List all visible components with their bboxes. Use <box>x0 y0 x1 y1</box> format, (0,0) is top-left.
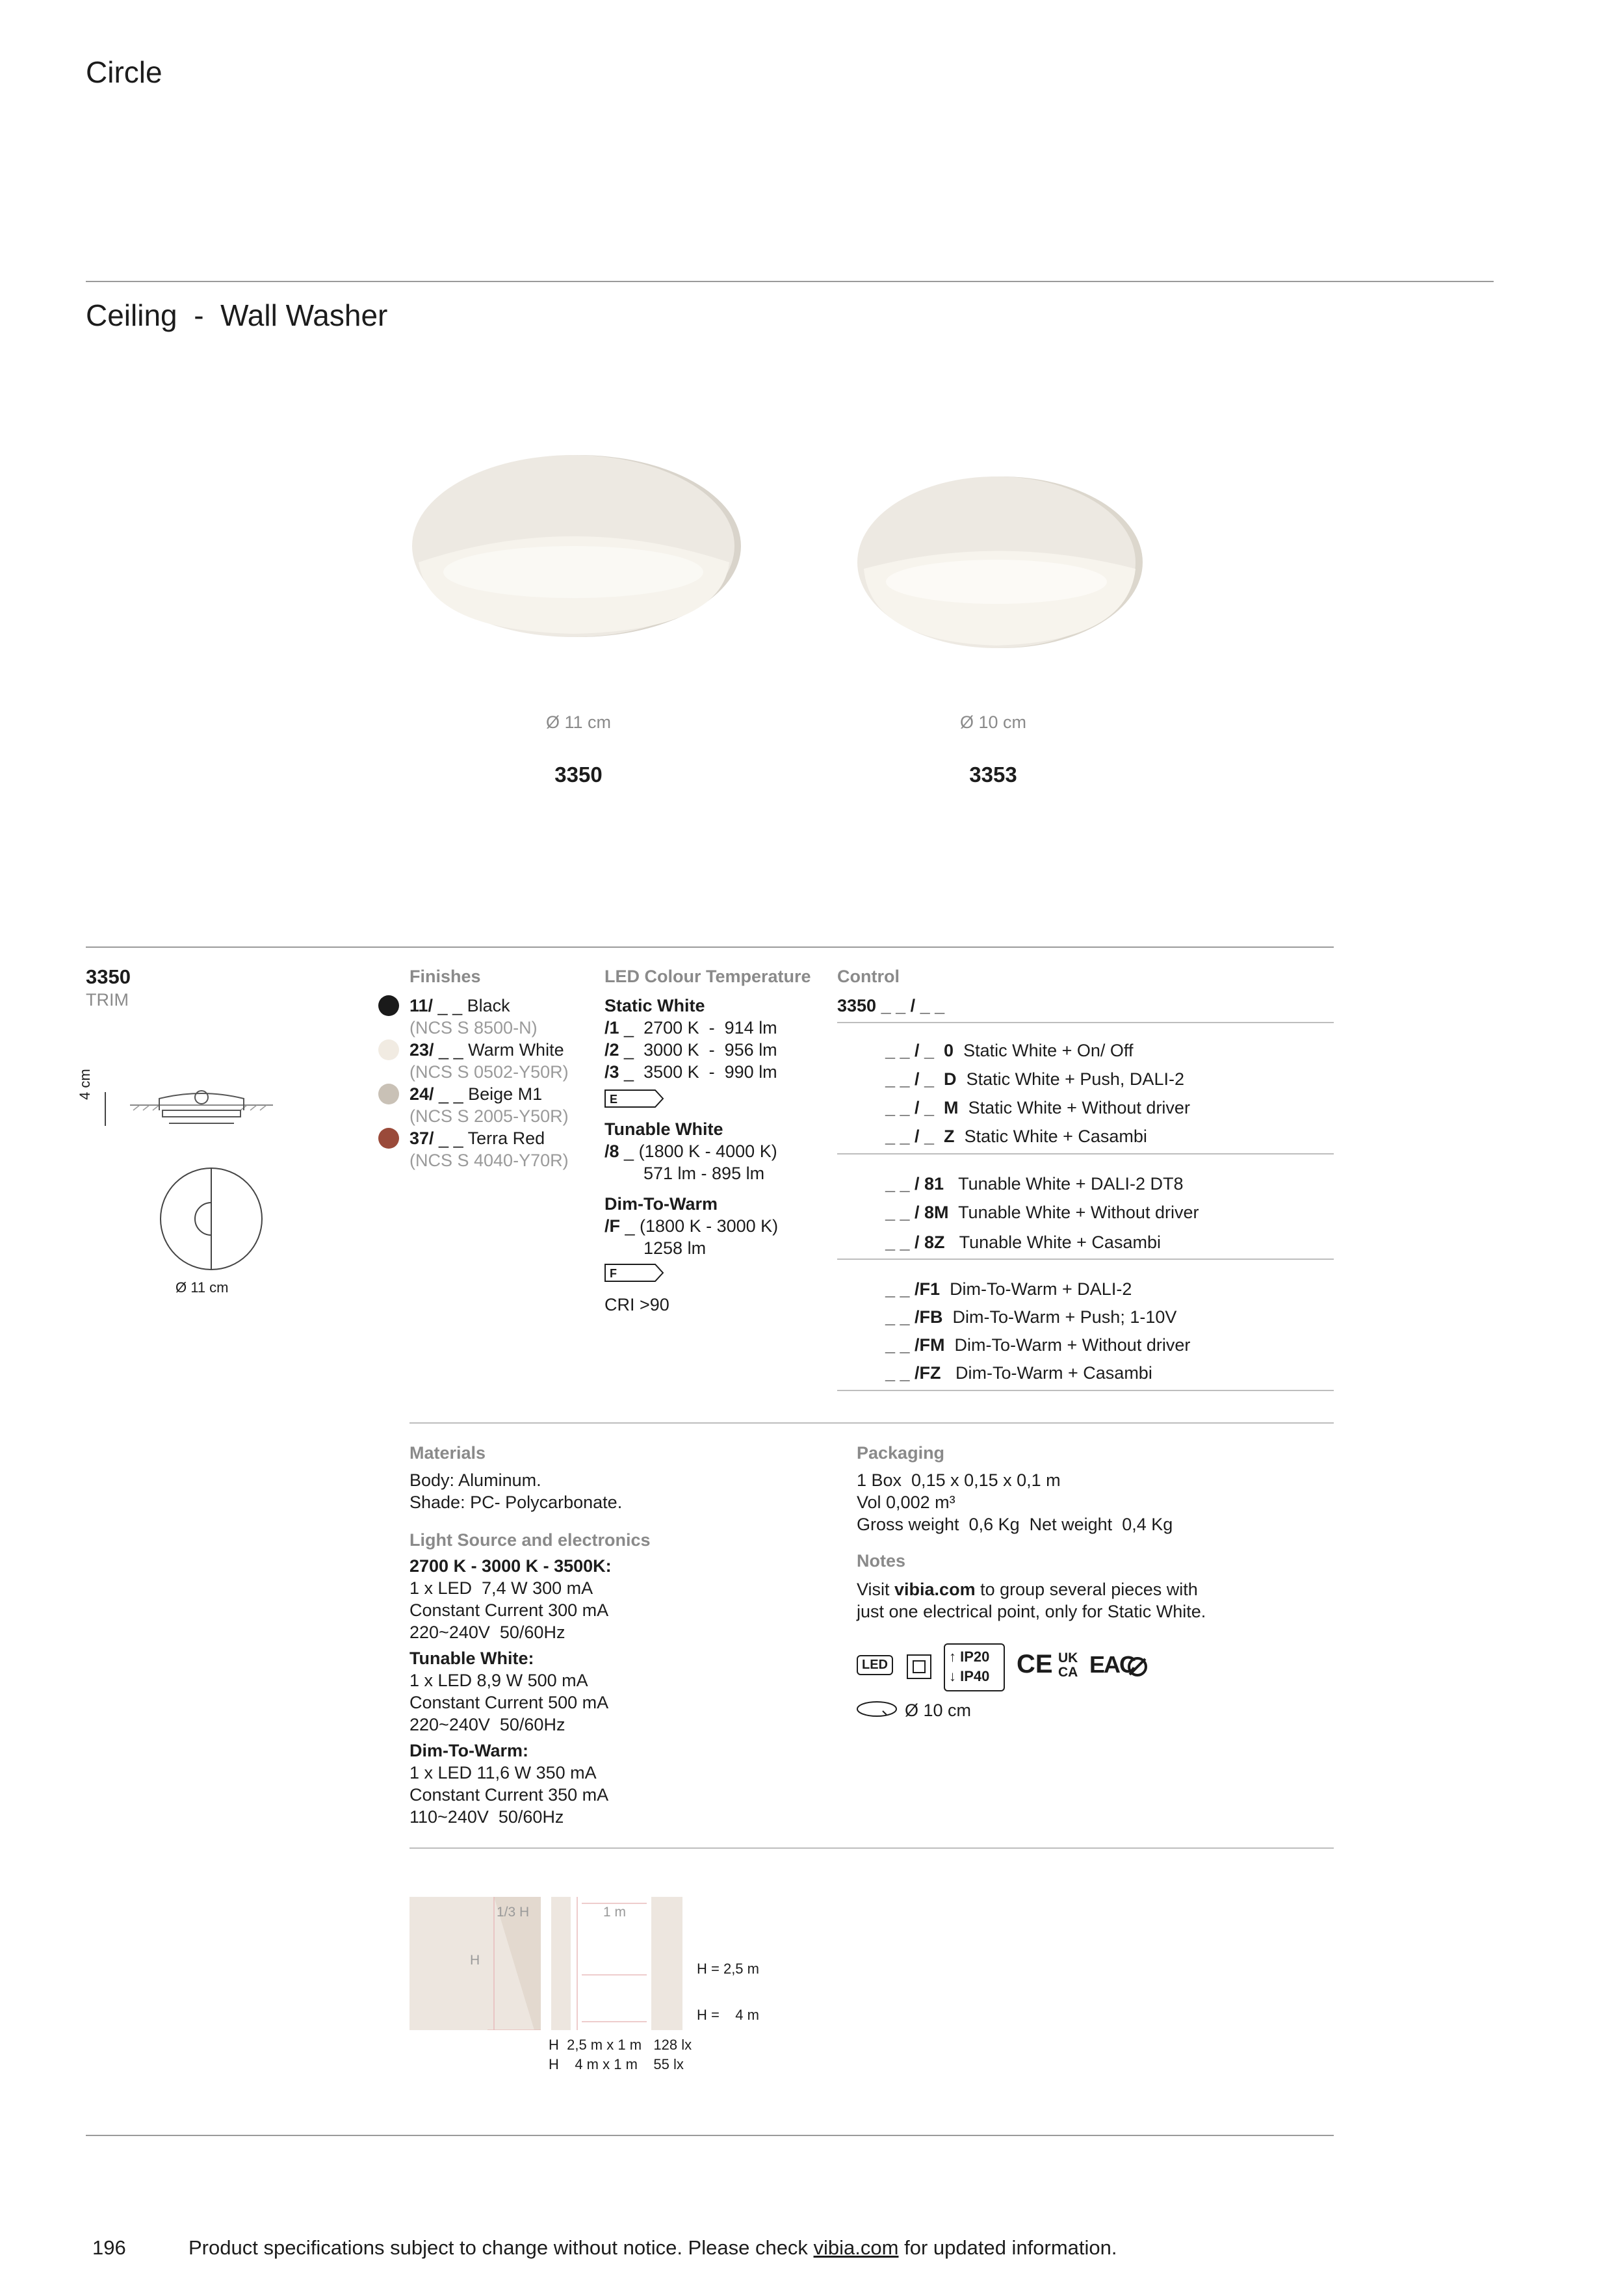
diagram-label: H <box>470 1953 480 1968</box>
light-source-line: 220~240V 50/60Hz <box>409 1623 565 1642</box>
packaging-line: 1 Box 0,15 x 0,15 x 0,1 m <box>857 1470 1061 1490</box>
light-source-line: 1 x LED 11,6 W 350 mA <box>409 1763 597 1782</box>
light-source-title: Dim-To-Warm: <box>409 1741 528 1760</box>
materials-line: Body: Aluminum. <box>409 1470 541 1490</box>
led-lumen: 1258 lm <box>643 1238 707 1258</box>
category-title: Ceiling - Wall Washer <box>86 298 388 332</box>
eac-mark-icon: EAC <box>1089 1651 1136 1678</box>
series-title: Circle <box>86 55 162 89</box>
control-divider <box>837 1259 1334 1260</box>
light-source-title: 2700 K - 3000 K - 3500K: <box>409 1556 612 1576</box>
diagram-label: H = 2,5 m <box>697 1961 759 1977</box>
header-divider <box>86 281 1494 282</box>
cri-value: CRI >90 <box>604 1295 669 1314</box>
light-source-line: Constant Current 300 mA <box>409 1600 609 1620</box>
product-model: 3353 <box>969 763 1017 787</box>
led-row: /8 _ (1800 K - 4000 K) <box>604 1141 777 1161</box>
packaging-heading: Packaging <box>857 1443 945 1463</box>
led-row: /2 _ 3000 K - 956 lm <box>604 1040 777 1060</box>
notes-heading: Notes <box>857 1551 906 1571</box>
control-row: _ _ / _ 0 Static White + On/ Off <box>885 1041 1134 1060</box>
packaging-line: Gross weight 0,6 Kg Net weight 0,4 Kg <box>857 1515 1173 1534</box>
materials-divider <box>409 1422 1334 1424</box>
diagram-label: 1/3 H <box>497 1905 530 1920</box>
cutout-icon <box>855 1698 898 1720</box>
dim-to-warm-title: Dim-To-Warm <box>604 1194 718 1214</box>
control-divider <box>837 1390 1334 1391</box>
vibia-link[interactable]: vibia.com <box>894 1580 976 1599</box>
color-swatch-terra-red <box>378 1128 399 1149</box>
ukca-mark-icon: UK CA <box>1058 1650 1078 1680</box>
spec-divider <box>86 946 1334 948</box>
control-row: _ _ / 8Z Tunable White + Casambi <box>885 1233 1161 1252</box>
color-swatch-beige <box>378 1084 399 1104</box>
control-divider <box>837 1153 1334 1155</box>
diagram-label: 1 m <box>603 1905 627 1920</box>
illuminance-row: H 2,5 m x 1 m 128 lx <box>549 2037 692 2053</box>
product-diameter: Ø 10 cm <box>959 712 1027 732</box>
lighting-divider <box>409 1847 1334 1849</box>
control-row: _ _ /FZ Dim-To-Warm + Casambi <box>885 1363 1152 1383</box>
product-diameter: Ø 11 cm <box>545 712 612 732</box>
light-source-heading: Light Source and electronics <box>409 1530 651 1550</box>
control-heading: Control <box>837 967 900 986</box>
led-lumen: 571 lm - 895 lm <box>643 1164 765 1183</box>
ip-rating-icon: ↑ IP20 ↓ IP40 <box>944 1643 1005 1691</box>
control-row: _ _ / _ M Static White + Without driver <box>885 1098 1190 1117</box>
materials-heading: Materials <box>409 1443 486 1463</box>
packaging-line: Vol 0,002 m³ <box>857 1493 955 1512</box>
light-source-line: 220~240V 50/60Hz <box>409 1715 565 1734</box>
finishes-heading: Finishes <box>409 967 481 986</box>
light-source-line: Constant Current 350 mA <box>409 1785 609 1805</box>
spec-code: 3350 <box>86 965 131 988</box>
spec-type: TRIM <box>86 990 129 1010</box>
product-model: 3350 <box>554 763 603 787</box>
notes-line: just one electrical point, only for Static White. <box>857 1602 1206 1621</box>
static-white-title: Static White <box>604 996 705 1015</box>
product-image-3353 <box>855 471 1147 653</box>
notes-line: Visit vibia.com to group several pieces with <box>857 1580 1198 1599</box>
color-swatch-warm-white <box>378 1039 399 1060</box>
led-row: /3 _ 3500 K - 990 lm <box>604 1062 777 1082</box>
led-badge-icon: LED <box>857 1655 893 1675</box>
control-row: _ _ / 81 Tunable White + DALI-2 DT8 <box>885 1174 1184 1194</box>
control-row: _ _ /FM Dim-To-Warm + Without driver <box>885 1335 1191 1355</box>
led-row: /1 _ 2700 K - 914 lm <box>604 1018 777 1037</box>
energy-label-f <box>604 1264 664 1282</box>
svg-text:E: E <box>610 1093 618 1106</box>
footer-divider <box>86 2135 1334 2136</box>
dimension-height-label: 4 cm <box>77 1069 93 1100</box>
led-heading: LED Colour Temperature <box>604 967 811 986</box>
cutout-diameter: Ø 10 cm <box>905 1701 972 1720</box>
page-number: 196 <box>92 2236 126 2259</box>
dimension-diameter-label: Ø 11 cm <box>175 1279 229 1296</box>
light-source-line: 1 x LED 7,4 W 300 mA <box>409 1578 593 1598</box>
control-row: _ _ / _ D Static White + Push, DALI-2 <box>885 1069 1184 1089</box>
tunable-white-title: Tunable White <box>604 1119 723 1139</box>
side-view-drawing <box>104 1086 299 1144</box>
control-code-pattern: 3350 _ _ / _ _ <box>837 996 945 1015</box>
product-image-3350 <box>409 449 747 644</box>
control-row: _ _ /FB Dim-To-Warm + Push; 1-10V <box>885 1307 1177 1327</box>
footer-vibia-link[interactable]: vibia.com <box>813 2236 899 2259</box>
light-source-line: 110~240V 50/60Hz <box>409 1807 564 1827</box>
lighting-diagram <box>409 1897 682 2030</box>
recycle-mark-icon <box>1126 1654 1149 1680</box>
light-source-title: Tunable White: <box>409 1649 534 1668</box>
ce-mark-icon: CE <box>1017 1650 1053 1678</box>
led-row: /F _ (1800 K - 3000 K) <box>604 1216 779 1236</box>
control-row: _ _ / _ Z Static White + Casambi <box>885 1127 1147 1146</box>
energy-label-e <box>604 1089 664 1108</box>
light-source-line: 1 x LED 8,9 W 500 mA <box>409 1671 588 1690</box>
diagram-label: H = 4 m <box>697 2007 759 2023</box>
front-view-drawing <box>156 1164 266 1274</box>
svg-text:F: F <box>610 1267 617 1280</box>
control-row: _ _ / 8M Tunable White + Without driver <box>885 1203 1199 1222</box>
class-ii-icon <box>906 1654 932 1680</box>
light-source-line: Constant Current 500 mA <box>409 1693 609 1712</box>
color-swatch-black <box>378 995 399 1016</box>
materials-line: Shade: PC- Polycarbonate. <box>409 1493 623 1512</box>
control-divider <box>837 1022 1334 1023</box>
illuminance-row: H 4 m x 1 m 55 lx <box>549 2056 684 2072</box>
control-row: _ _ /F1 Dim-To-Warm + DALI-2 <box>885 1279 1132 1299</box>
footer-disclaimer: Product specifications subject to change without notice. Please check vibia.com for updated information. <box>188 2236 1117 2259</box>
